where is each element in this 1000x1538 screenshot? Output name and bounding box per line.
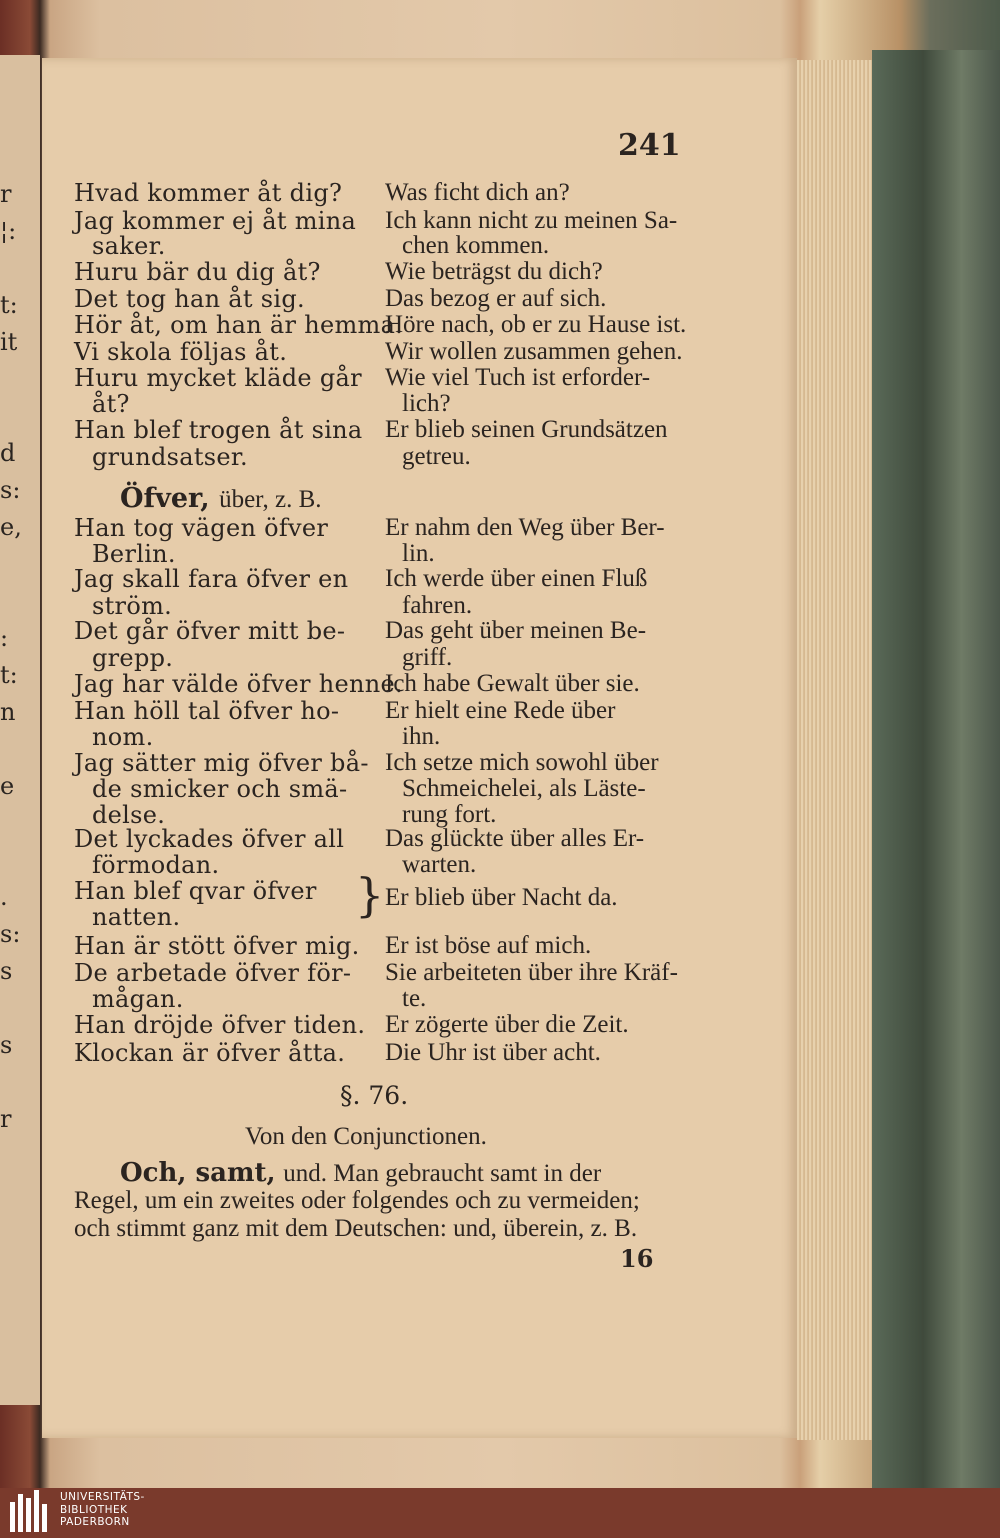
left-page-edge bbox=[0, 55, 40, 1405]
left-page-fragment: r bbox=[0, 1105, 12, 1133]
page-number: 241 bbox=[618, 128, 681, 163]
swedish-line: Han dröjde öfver tiden. bbox=[74, 1011, 366, 1039]
german-line: Das glückte über alles Er- bbox=[385, 825, 645, 852]
left-page-fragment: s bbox=[0, 957, 13, 985]
swedish-line: delse. bbox=[92, 801, 166, 829]
german-line: Er zögerte über die Zeit. bbox=[385, 1011, 629, 1038]
left-page-fragment: ¦: bbox=[0, 217, 17, 245]
swedish-line: Det lyckades öfver all bbox=[74, 825, 345, 853]
german-line: Das bezog er auf sich. bbox=[385, 285, 607, 312]
german-line: Ich habe Gewalt über sie. bbox=[385, 670, 640, 697]
library-name bbox=[60, 1491, 145, 1529]
german-line: Was ficht dich an? bbox=[385, 179, 570, 206]
left-page-fragment: s: bbox=[0, 476, 21, 504]
swedish-line: Han blef trogen åt sina bbox=[74, 416, 363, 444]
section-number: §. 76. bbox=[340, 1081, 409, 1110]
library-line: BIBLIOTHEK bbox=[60, 1503, 128, 1516]
signature-mark: 16 bbox=[620, 1244, 654, 1273]
swedish-line: de smicker och smä- bbox=[92, 775, 348, 803]
swedish-line: ström. bbox=[92, 592, 173, 620]
german-line: Er hielt eine Rede über bbox=[385, 697, 616, 724]
swedish-line: natten. bbox=[92, 903, 181, 931]
swedish-line: Han höll tal öfver ho- bbox=[74, 697, 340, 725]
swedish-line: Klockan är öfver åtta. bbox=[74, 1039, 346, 1067]
left-page-fragment: it bbox=[0, 328, 18, 356]
german-line: Ich werde über einen Fluß bbox=[385, 565, 648, 592]
swedish-line: Han blef qvar öfver bbox=[74, 877, 317, 905]
left-page-fragment: : bbox=[0, 624, 9, 652]
german-line: Er nahm den Weg über Ber- bbox=[385, 514, 665, 541]
left-page-fragment: . bbox=[0, 883, 8, 911]
swedish-line: Hör åt, om han är hemma. bbox=[74, 311, 404, 339]
german-line: Er ist böse auf mich. bbox=[385, 932, 592, 959]
och-line-2: Regel, um ein zweites oder folgendes och zu vermeiden; bbox=[74, 1187, 640, 1214]
german-line: getreu. bbox=[402, 443, 471, 470]
german-line: Ich setze mich sowohl über bbox=[385, 749, 659, 776]
german-line: Er blieb über Nacht da. bbox=[385, 884, 618, 911]
swedish-line: Det går öfver mitt be- bbox=[74, 617, 346, 645]
page-edges bbox=[797, 60, 872, 1440]
left-page-fragment: d bbox=[0, 439, 16, 467]
german-line: rung fort. bbox=[402, 801, 497, 828]
swedish-line: Han är stött öfver mig. bbox=[74, 932, 360, 960]
left-page-fragment: t: bbox=[0, 291, 18, 319]
och-line-1 bbox=[120, 1160, 601, 1187]
german-line: fahren. bbox=[402, 592, 473, 619]
german-line: Wir wollen zusammen gehen. bbox=[385, 338, 683, 365]
swedish-line: Jag har välde öfver henne. bbox=[74, 670, 403, 698]
left-page-fragment: s: bbox=[0, 920, 21, 948]
swedish-line: Jag kommer ej åt mina bbox=[74, 207, 357, 235]
swedish-line: åt? bbox=[92, 390, 130, 418]
book-cover bbox=[872, 50, 1000, 1488]
swedish-line: Vi skola följas åt. bbox=[74, 338, 288, 366]
swedish-line: nom. bbox=[92, 723, 154, 751]
ofver-word: Öfver, bbox=[120, 483, 210, 514]
left-page-fragment: t: bbox=[0, 661, 18, 689]
swedish-line: Jag sätter mig öfver bå- bbox=[74, 749, 369, 777]
och-line-3: och stimmt ganz mit dem Deutschen: und, überein, z. B. bbox=[74, 1215, 638, 1242]
och-text-1: und. Man gebraucht samt in der bbox=[283, 1160, 602, 1187]
och-word: Och, samt, bbox=[120, 1158, 276, 1188]
german-line: Höre nach, ob er zu Hause ist. bbox=[385, 311, 687, 338]
left-page-fragment: r bbox=[0, 180, 12, 208]
library-logo-icon bbox=[6, 1490, 52, 1536]
german-line: Sie arbeiteten über ihre Kräf- bbox=[385, 959, 678, 986]
left-page-fragment: s bbox=[0, 1031, 13, 1059]
left-page-fragment: e bbox=[0, 772, 15, 800]
german-line: Das geht über meinen Be- bbox=[385, 617, 647, 644]
german-line: Er blieb seinen Grundsätzen bbox=[385, 416, 668, 443]
section-title: Von den Conjunctionen. bbox=[245, 1123, 487, 1150]
german-line: lich? bbox=[402, 390, 451, 417]
swedish-line: mågan. bbox=[92, 985, 184, 1013]
german-line: lin. bbox=[402, 540, 435, 567]
library-line: UNIVERSITÄTS- bbox=[60, 1491, 145, 1503]
german-line: te. bbox=[402, 985, 427, 1012]
ofver-gloss: über, z. B. bbox=[219, 486, 322, 513]
german-line: Schmeichelei, als Läste- bbox=[402, 775, 646, 802]
footer-bar bbox=[0, 1488, 1000, 1538]
left-page-fragment: n bbox=[0, 698, 16, 726]
german-line: Ich kann nicht zu meinen Sa- bbox=[385, 207, 678, 234]
german-line: Die Uhr ist über acht. bbox=[385, 1039, 601, 1066]
german-line: chen kommen. bbox=[402, 232, 550, 259]
swedish-line: Huru mycket kläde går bbox=[74, 364, 362, 392]
swedish-line: Jag skall fara öfver en bbox=[74, 565, 349, 593]
library-line: PADERBORN bbox=[60, 1516, 130, 1528]
swedish-line: Berlin. bbox=[92, 540, 176, 568]
german-line: warten. bbox=[402, 851, 477, 878]
swedish-line: saker. bbox=[92, 232, 166, 260]
swedish-line: förmodan. bbox=[92, 851, 220, 879]
swedish-line: Han tog vägen öfver bbox=[74, 514, 329, 542]
swedish-line: Hvad kommer åt dig? bbox=[74, 179, 343, 207]
left-page-fragment: e, bbox=[0, 513, 22, 541]
german-line: Wie viel Tuch ist erforder- bbox=[385, 364, 651, 391]
swedish-line: Det tog han åt sig. bbox=[74, 285, 305, 313]
swedish-line: grepp. bbox=[92, 644, 174, 672]
ofver-heading bbox=[120, 483, 322, 514]
swedish-line: grundsatser. bbox=[92, 443, 248, 471]
german-line: ihn. bbox=[402, 723, 441, 750]
swedish-line: Huru bär du dig åt? bbox=[74, 258, 321, 286]
brace: } bbox=[355, 868, 385, 922]
swedish-line: De arbetade öfver för- bbox=[74, 959, 352, 987]
german-line: griff. bbox=[402, 644, 453, 671]
german-line: Wie beträgst du dich? bbox=[385, 258, 603, 285]
